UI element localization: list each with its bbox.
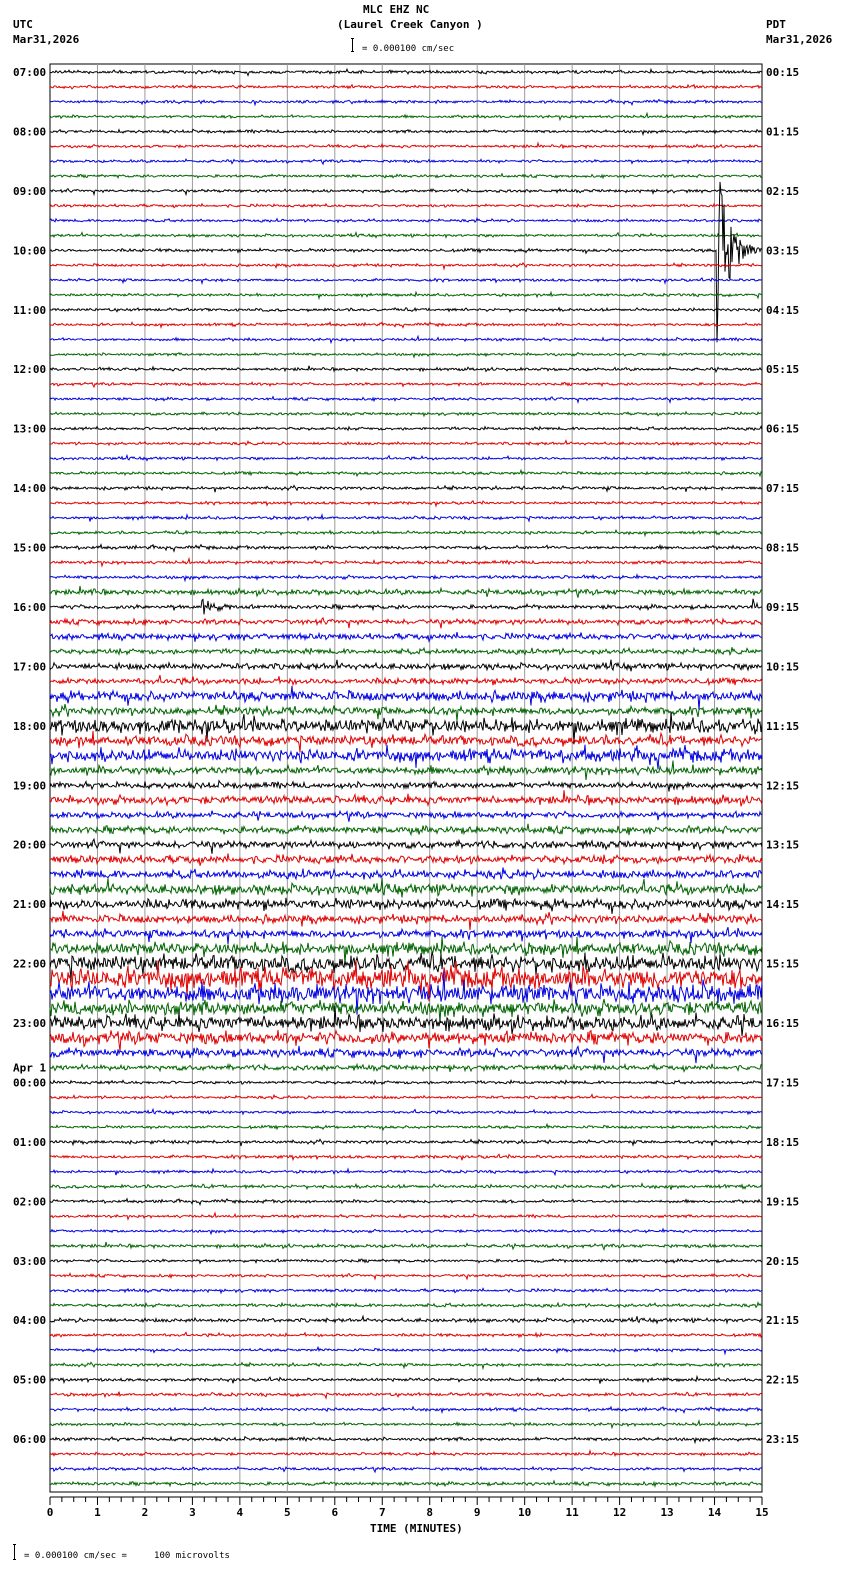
seismic-trace: [50, 366, 762, 372]
seismic-trace: [50, 790, 762, 806]
seismic-trace: [50, 937, 762, 965]
seismic-trace: [50, 1199, 762, 1205]
seismic-trace: [50, 113, 762, 119]
right-hour-label: 05:15: [766, 363, 800, 377]
x-tick-label: 9: [473, 1506, 481, 1519]
seismic-trace: [50, 1316, 762, 1323]
seismic-trace: [50, 781, 762, 792]
left-hour-label: 09:00: [13, 184, 47, 198]
seismic-trace: [50, 632, 762, 642]
seismic-trace: [50, 322, 762, 327]
left-hour-label: 12:00: [13, 363, 47, 377]
seismic-trace: [50, 263, 762, 269]
left-hour-label: 17:00: [13, 660, 47, 674]
seismic-trace: [50, 1229, 762, 1234]
left-timezone: UTC: [13, 18, 33, 31]
seismic-trace: [50, 336, 762, 342]
seismic-trace: [50, 811, 762, 822]
right-hour-label: 22:15: [766, 1373, 800, 1387]
right-hour-label: 13:15: [766, 838, 800, 852]
station-subtitle: (Laurel Creek Canyon ): [337, 18, 483, 31]
seismic-trace: [50, 292, 762, 298]
seismic-trace: [50, 647, 762, 654]
x-tick-label: 15: [755, 1506, 769, 1519]
right-hour-label: 11:15: [766, 719, 800, 733]
seismic-trace: [50, 1242, 762, 1250]
seismic-trace: [50, 1169, 762, 1175]
plot-frame: [50, 64, 762, 1492]
seismic-trace: [50, 745, 762, 770]
seismic-trace: [50, 1362, 762, 1368]
seismic-trace: [50, 470, 762, 476]
seismic-trace: [50, 1377, 762, 1384]
left-hour-label: 14:00: [13, 482, 47, 496]
seismic-trace: [50, 129, 762, 134]
seismic-trace: [50, 704, 762, 721]
seismic-trace: [50, 85, 762, 89]
seismic-trace: [50, 660, 762, 672]
x-tick-label: 6: [331, 1506, 339, 1519]
left-hour-label: 21:00: [13, 898, 47, 912]
left-hour-label: 23:00: [13, 1017, 47, 1031]
seismic-trace: [50, 868, 762, 880]
seismic-trace: [50, 911, 762, 930]
right-hour-label: 19:15: [766, 1195, 800, 1209]
seismic-trace: [50, 1030, 762, 1051]
right-date: Mar31,2026: [766, 33, 833, 46]
seismic-trace: [50, 441, 762, 446]
right-hour-label: 18:15: [766, 1135, 800, 1149]
left-hour-label: 05:00: [13, 1373, 47, 1387]
right-hour-label: 15:15: [766, 957, 800, 971]
seismic-trace: [50, 878, 762, 897]
x-tick-label: 5: [284, 1506, 291, 1519]
seismic-trace: [50, 486, 762, 493]
right-hour-label: 07:15: [766, 482, 800, 496]
seismic-trace: [50, 397, 762, 403]
seismic-trace: [50, 686, 762, 710]
left-hour-label: 04:00: [13, 1314, 47, 1328]
x-tick-label: 11: [565, 1506, 579, 1519]
seismic-trace: [50, 1259, 762, 1263]
left-hour-label: 15:00: [13, 541, 47, 555]
x-axis-label: TIME (MINUTES): [370, 1522, 463, 1535]
seismic-trace: [50, 189, 762, 195]
seismic-trace: [50, 501, 762, 506]
x-tick-label: 2: [141, 1506, 149, 1519]
x-tick-label: 10: [518, 1506, 532, 1519]
seismic-trace: [50, 1303, 762, 1308]
seismic-trace: [50, 100, 762, 105]
seismic-trace: [50, 233, 762, 238]
seismic-trace: [50, 586, 762, 598]
seismic-trace: [50, 1392, 762, 1399]
left-hour-label: 03:00: [13, 1254, 47, 1268]
right-hour-label: 21:15: [766, 1314, 800, 1328]
left-hour-label: 06:00: [13, 1433, 47, 1447]
seismic-trace: [50, 1347, 762, 1353]
seismic-trace: [50, 545, 762, 552]
left-hour-label: 07:00: [13, 66, 47, 79]
seismic-trace: [50, 412, 762, 416]
left-hour-label: 18:00: [13, 719, 47, 733]
x-tick-label: 0: [46, 1506, 54, 1519]
left-hour-label: 02:00: [13, 1195, 47, 1209]
seismic-trace: [50, 218, 762, 222]
seismic-trace: [50, 1407, 762, 1413]
right-hour-label: 04:15: [766, 303, 800, 317]
right-hour-label: 10:15: [766, 660, 800, 674]
left-hour-label: 20:00: [13, 838, 47, 852]
seismic-trace: [50, 854, 762, 866]
seismic-trace: [50, 731, 762, 753]
right-hour-label: 20:15: [766, 1254, 800, 1268]
seismic-trace: [50, 353, 762, 358]
left-hour-label: 16:00: [13, 600, 47, 614]
seismic-trace: [50, 1273, 762, 1279]
right-hour-label: 08:15: [766, 541, 800, 555]
seismic-trace: [50, 1332, 762, 1337]
seismic-trace: [50, 456, 762, 461]
seismic-trace: [50, 427, 762, 431]
right-hour-label: 01:15: [766, 125, 800, 139]
x-tick-label: 13: [660, 1506, 674, 1519]
seismic-trace: [50, 1213, 762, 1219]
x-tick-label: 7: [378, 1506, 386, 1519]
seismic-trace: [50, 1154, 762, 1160]
seismic-trace: [50, 1139, 762, 1146]
right-hour-label: 23:15: [766, 1433, 800, 1447]
left-date: Mar31,2026: [13, 33, 80, 46]
station-title: MLC EHZ NC: [363, 3, 430, 16]
right-hour-label: 06:15: [766, 422, 800, 436]
seismic-trace: [50, 278, 762, 283]
right-hour-label: 03:15: [766, 244, 800, 258]
footer-scale-text: = 0.000100 cm/sec = 100 microvolts: [24, 1551, 230, 1561]
seismic-trace: [50, 1124, 762, 1130]
seismic-trace: [50, 308, 762, 312]
x-tick-label: 12: [612, 1506, 627, 1519]
right-timezone: PDT: [766, 18, 786, 31]
seismic-trace: [50, 69, 762, 75]
seismic-trace: [50, 675, 762, 685]
left-hour-label: 13:00: [13, 422, 47, 436]
x-tick-label: 4: [236, 1506, 244, 1519]
seismic-trace: [50, 1046, 762, 1063]
seismic-trace: [50, 618, 762, 628]
seismic-trace: [50, 927, 762, 944]
seismic-trace: [50, 1437, 762, 1443]
seismic-trace: [50, 174, 762, 178]
left-hour-label: 11:00: [13, 303, 47, 317]
seismic-trace: [50, 559, 762, 566]
footer-scale-bar-icon: [13, 1544, 16, 1560]
seismic-trace: [50, 1109, 762, 1114]
right-hour-label: 17:15: [766, 1076, 800, 1090]
seismic-trace: [50, 1467, 762, 1472]
seismic-trace: [50, 204, 762, 208]
left-hour-label: 10:00: [13, 244, 47, 258]
right-hour-label: 09:15: [766, 600, 800, 614]
left-hour-label: 00:00: [13, 1076, 47, 1090]
left-hour-label: 01:00: [13, 1135, 47, 1149]
right-hour-label: 02:15: [766, 184, 800, 198]
left-hour-label: 22:00: [13, 957, 47, 971]
seismic-trace: [50, 382, 762, 387]
right-hour-label: 12:15: [766, 779, 800, 793]
seismic-trace: [50, 839, 762, 854]
seismic-trace: [50, 761, 762, 780]
left-hour-label: 19:00: [13, 779, 47, 793]
seismic-trace: [50, 1288, 762, 1293]
seismic-trace: [50, 530, 762, 535]
seismic-trace: [50, 1481, 762, 1486]
right-hour-label: 00:15: [766, 66, 800, 79]
seismic-trace: [50, 1080, 762, 1084]
seismic-trace: [50, 1184, 762, 1190]
seismic-trace: [50, 515, 762, 522]
right-hour-label: 14:15: [766, 898, 800, 912]
x-tick-label: 8: [426, 1506, 434, 1519]
seismic-trace: [50, 143, 762, 148]
x-tick-label: 3: [189, 1506, 196, 1519]
seismic-trace: [50, 575, 762, 581]
x-tick-label: 14: [707, 1506, 722, 1519]
seismic-trace: [50, 1095, 762, 1100]
seismic-trace: [50, 1421, 762, 1428]
seismic-trace: [50, 896, 762, 914]
right-hour-label: 16:15: [766, 1017, 800, 1031]
seismic-trace: [50, 159, 762, 164]
scale-text: = 0.000100 cm/sec: [362, 44, 455, 54]
seismic-trace: [50, 1064, 762, 1072]
left-hour-label: 08:00: [13, 125, 47, 139]
seismic-trace: [50, 1451, 762, 1456]
date-change-label: Apr 1: [13, 1061, 47, 1075]
seismic-trace: [50, 599, 762, 615]
x-tick-label: 1: [94, 1506, 101, 1519]
seismic-trace: [50, 824, 762, 835]
